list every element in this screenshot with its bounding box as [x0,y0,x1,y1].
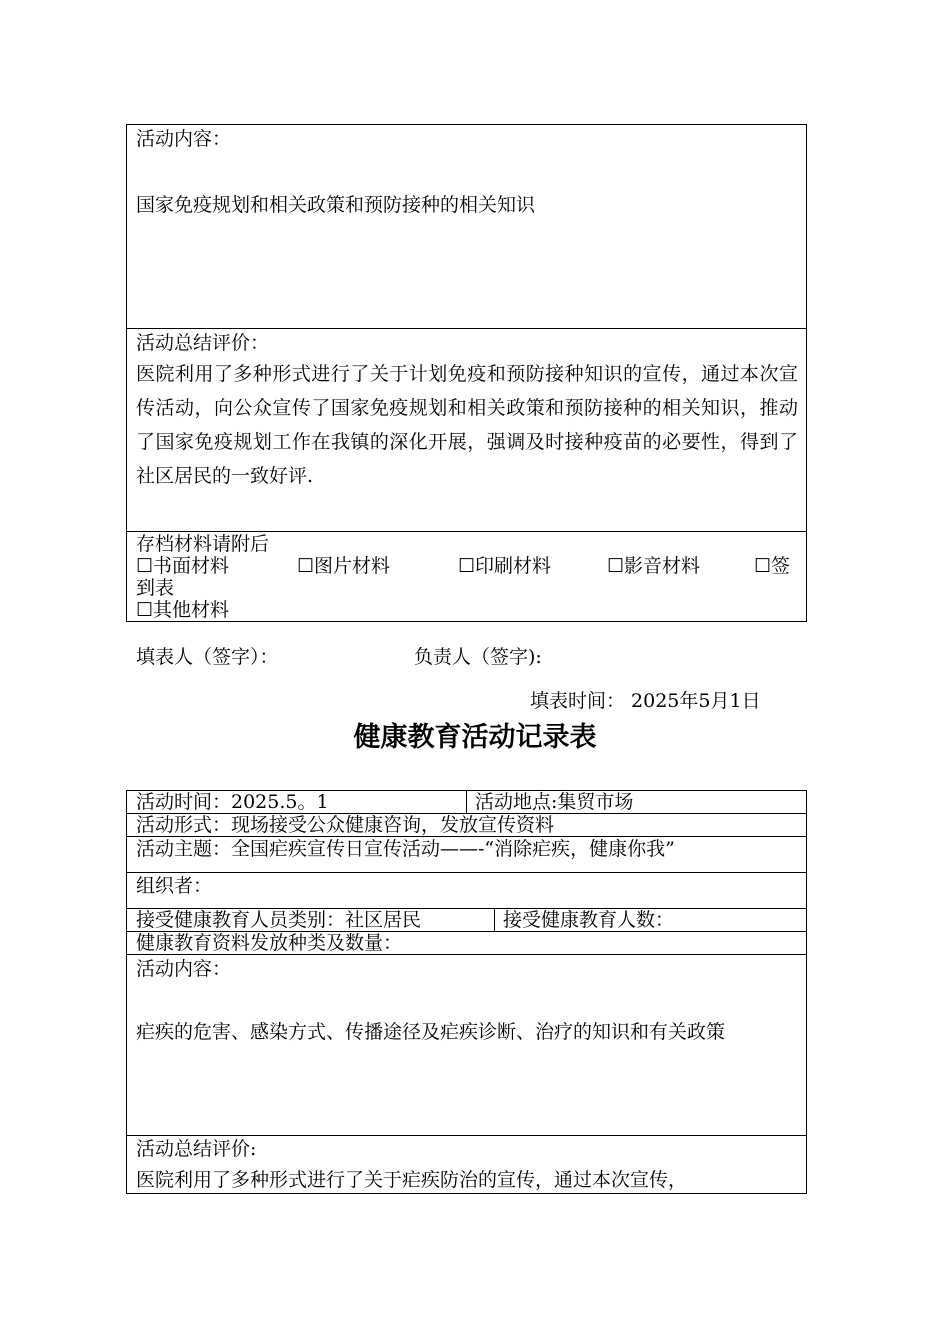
archive-label: 存档材料请附后 [136,533,270,555]
upper-content-text: 国家免疫规划和相关政策和预防接种的相关知识 [136,194,536,216]
activity-time: 活动时间：2025.5。1 [136,791,329,813]
lower-row-divider-7 [126,1135,807,1136]
audience-type: 接受健康教育人员类别：社区居民 [136,909,422,931]
lower-row-divider-6 [126,954,807,955]
upper-content-label: 活动内容： [136,128,232,150]
lower-col-divider-2 [494,908,495,931]
archive-option-written: ☐书面材料 [136,555,230,577]
lower-col-divider-1 [466,790,467,813]
lower-content-text: 疟疾的危害、感染方式、传播途径及疟疾诊断、治疗的知识和有关政策 [136,1021,726,1043]
lower-row-divider-3 [126,872,807,873]
fill-time: 填表时间： 2025年5月1日 [530,690,761,712]
upper-row-divider-1 [126,328,807,329]
activity-theme: 活动主题：全国疟疾宣传日宣传活动——-“消除疟疾，健康你我” [136,838,675,860]
materials-distributed: 健康教育资料发放种类及数量： [136,932,403,954]
filler-signature: 填表人（签字）： [136,646,279,668]
upper-row-divider-2 [126,531,807,532]
archive-option-signin-wrap: 到表 [136,577,175,599]
upper-summary-text: 医院利用了多种形式进行了关于计划免疫和预防接种知识的宣传，通过本次宣传活动，向公众宣传了国家免疫规划和相关政策和预防接种的相关知识，推动了国家免疫规划工作在我镇的深化开展，强调及时接种疫苗的必要性，得到了社区居民的一致好评. [136,363,798,487]
lower-summary-label: 活动总结评价: [136,1138,257,1160]
responsible-signature: 负责人（签字): [414,646,542,668]
archive-option-print: ☐印刷材料 [458,555,552,577]
lower-summary-text: 医院利用了多种形式进行了关于疟疾防治的宣传，通过本次宣传， [136,1169,688,1191]
form-title: 健康教育活动记录表 [353,722,597,753]
archive-option-other: ☐其他材料 [136,599,230,621]
archive-option-video: ☐影音材料 [607,555,701,577]
upper-summary-label: 活动总结评价： [136,332,270,354]
lower-content-label: 活动内容： [136,958,232,980]
activity-form: 活动形式：现场接受公众健康咨询，发放宣传资料 [136,814,555,836]
audience-count: 接受健康教育人数： [503,909,675,931]
activity-location: 活动地点:集贸市场 [475,791,634,813]
archive-option-signin: ☐签 [754,555,791,577]
organizer: 组织者： [136,875,213,897]
archive-option-image: ☐图片材料 [297,555,391,577]
